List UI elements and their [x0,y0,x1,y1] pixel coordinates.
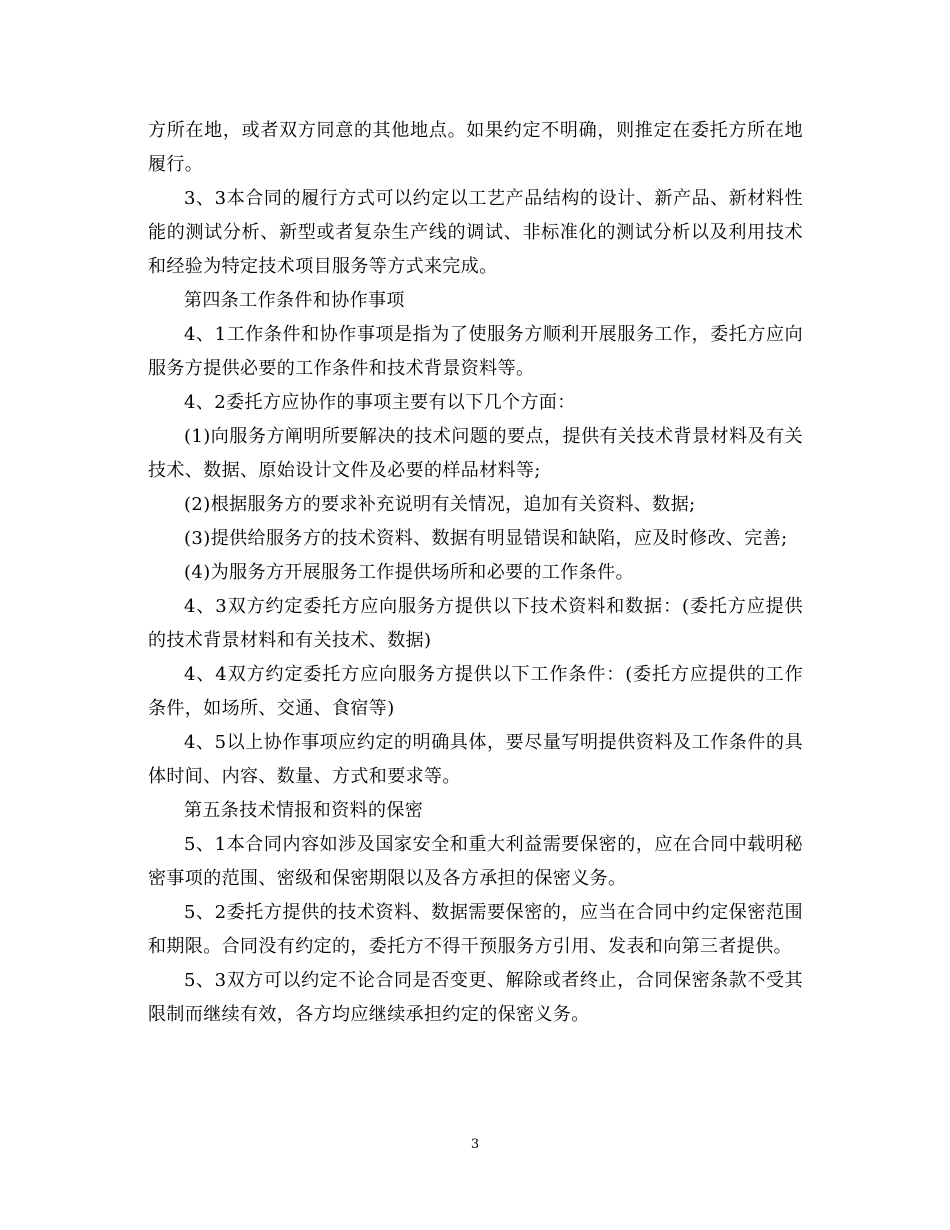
section-heading-article-5: 第五条技术情报和资料的保密 [184,800,424,821]
list-item-2: (2)根据服务方的要求补充说明有关情况，追加有关资料、数据; [184,494,696,515]
paragraph-clause-4-5: 4、5以上协作事项应约定的明确具体，要尽量写明提供资料及工作条件的具体时间、内容、数量、方式和要求等。 [148,732,803,787]
paragraph-clause-4-1: 4、1工作条件和协作事项是指为了使服务方顺利开展服务工作，委托方应向服务方提供必要的工作条件和技术背景资料等。 [148,324,803,379]
paragraph-clause-5-1: 5、1本合同内容如涉及国家安全和重大利益需要保密的，应在合同中载明秘密事项的范围、密级和保密期限以及各方承担的保密义务。 [148,834,803,889]
page-number: 3 [470,1137,480,1152]
list-item-4: (4)为服务方开展服务工作提供场所和必要的工作条件。 [184,562,634,583]
list-item-1: (1)向服务方阐明所要解决的技术问题的要点，提供有关技术背景材料及有关技术、数据、原始设计文件及必要的样品材料等; [148,426,803,481]
paragraph-clause-5-2: 5、2委托方提供的技术资料、数据需要保密的，应当在合同中约定保密范围和期限。合同没有约定的，委托方不得干预服务方引用、发表和向第三者提供。 [148,902,803,957]
list-item-3: (3)提供给服务方的技术资料、数据有明显错误和缺陷，应及时修改、完善; [184,528,788,549]
section-heading-article-4: 第四条工作条件和协作事项 [184,290,405,311]
document-body [148,114,803,1032]
paragraph-continuation: 方所在地，或者双方同意的其他地点。如果约定不明确，则推定在委托方所在地履行。 [148,120,803,175]
paragraph-clause-4-4: 4、4双方约定委托方应向服务方提供以下工作条件：(委托方应提供的工作条件，如场所、交通、食宿等) [148,664,803,719]
paragraph-clause-4-3: 4、3双方约定委托方应向服务方提供以下技术资料和数据：(委托方应提供的技术背景材料和有关技术、数据) [148,596,803,651]
paragraph-clause-3-3: 3、3本合同的履行方式可以约定以工艺产品结构的设计、新产品、新材料性能的测试分析、新型或者复杂生产线的调试、非标准化的测试分析以及利用技术和经验为特定技术项目服务等方式来完成。 [148,188,803,277]
paragraph-clause-4-2: 4、2委托方应协作的事项主要有以下几个方面： [184,392,576,413]
paragraph-clause-5-3: 5、3双方可以约定不论合同是否变更、解除或者终止，合同保密条款不受其限制而继续有效，各方均应继续承担约定的保密义务。 [148,970,803,1025]
